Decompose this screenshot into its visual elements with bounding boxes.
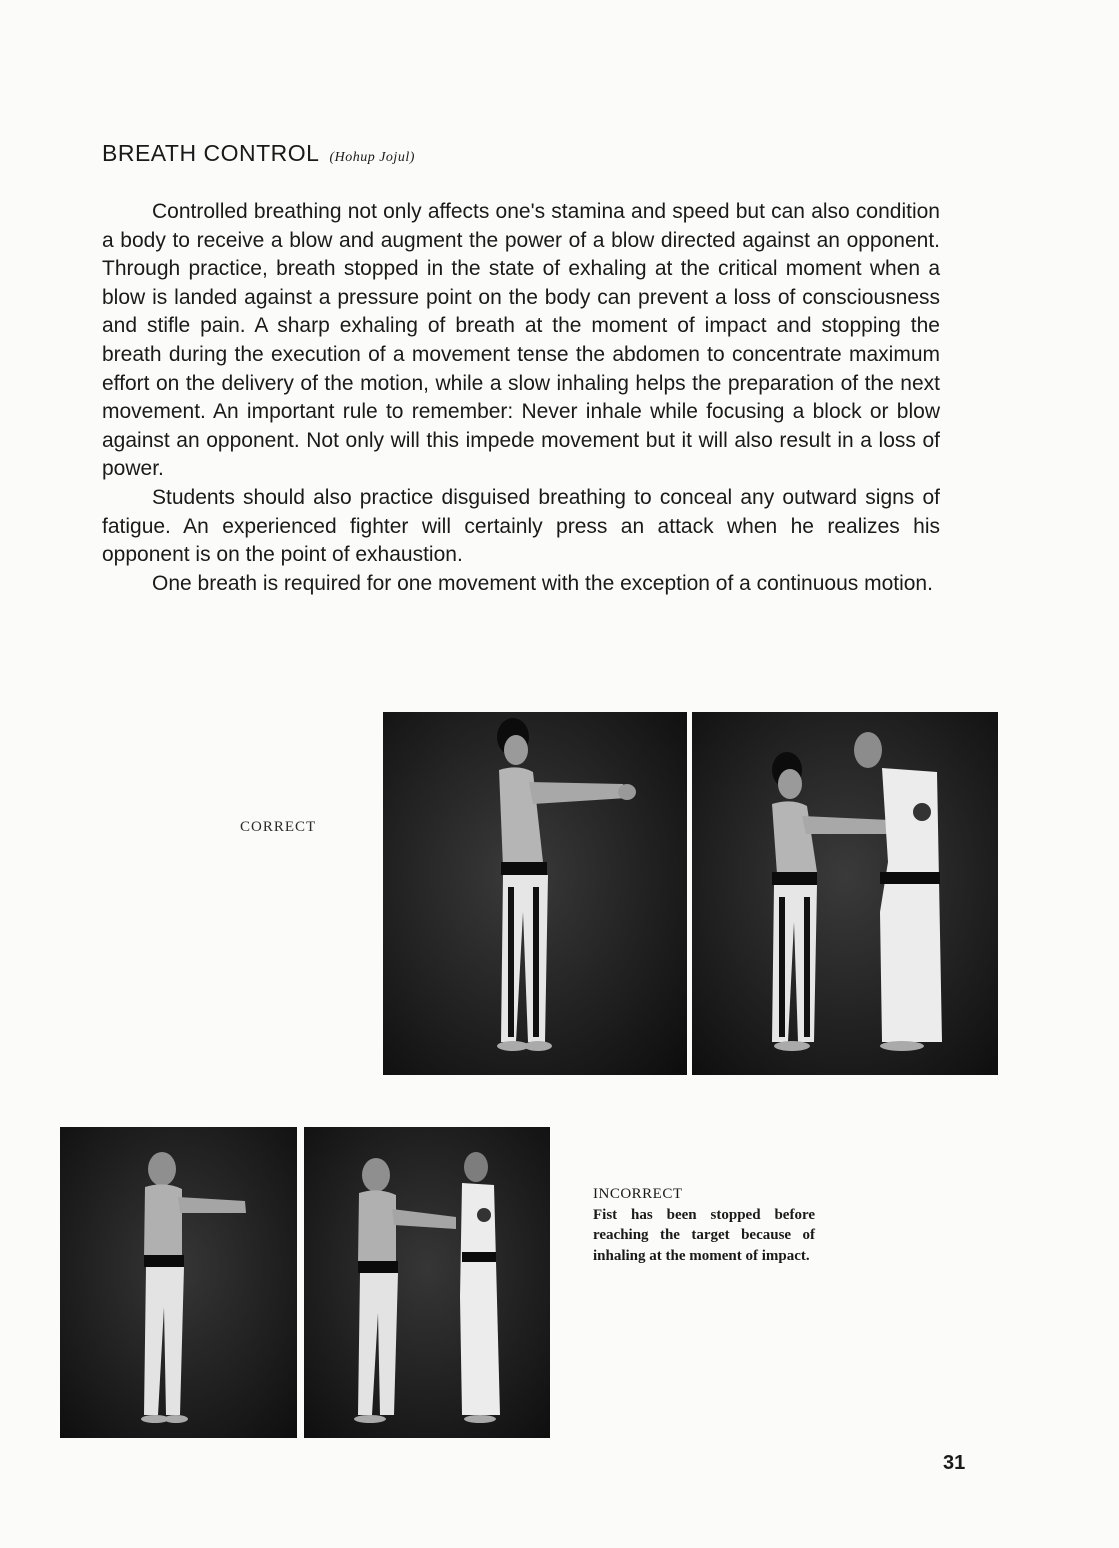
section-subtitle: (Hohup Jojul) [329,150,415,165]
photo-correct-solo [383,712,687,1075]
caption-incorrect-description: Fist has been stopped before reaching the target because of inhaling at the moment of impact. [593,1206,815,1264]
paragraph-disguised-breathing: Students should also practice disguised breathing to conceal any outward signs of fatigue. An experienced fighter will certainly press an attack when he realizes his opponent is on the point of exhaustion. [102,485,940,567]
caption-correct: CORRECT [240,819,317,835]
photo-incorrect-solo [60,1127,297,1438]
section-heading [102,140,415,167]
paragraph-one-breath: One breath is required for one movement with the exception of a continuous motion. [152,571,933,595]
caption-incorrect [593,1184,815,1266]
photo-incorrect-partner [304,1127,550,1438]
body-text [102,198,940,598]
paragraph-breathing-power: Controlled breathing not only affects one's stamina and speed but can also condition a body to receive a blow and augment the power of a blow directed against an opponent. Through practice, breath stopped in the state of exhaling at the critical moment when a blow is landed against a pressure point on the body can prevent a loss of consciousness and stifle pain. A sharp exhaling of breath at the moment of impact and stopping the breath during the execution of a movement tense the abdomen to concentrate maximum effort on the delivery of the motion, while a slow inhaling helps the preparation of the next movement. An important rule to remember: Never inhale while focusing a block or blow against an opponent. Not only will this impede movement but it will also result in a loss of power. [102,200,940,481]
caption-incorrect-title: INCORRECT [593,1186,683,1202]
page-number: 31 [943,1452,966,1474]
section-title: BREATH CONTROL [102,140,320,166]
photo-correct-partner [692,712,998,1075]
